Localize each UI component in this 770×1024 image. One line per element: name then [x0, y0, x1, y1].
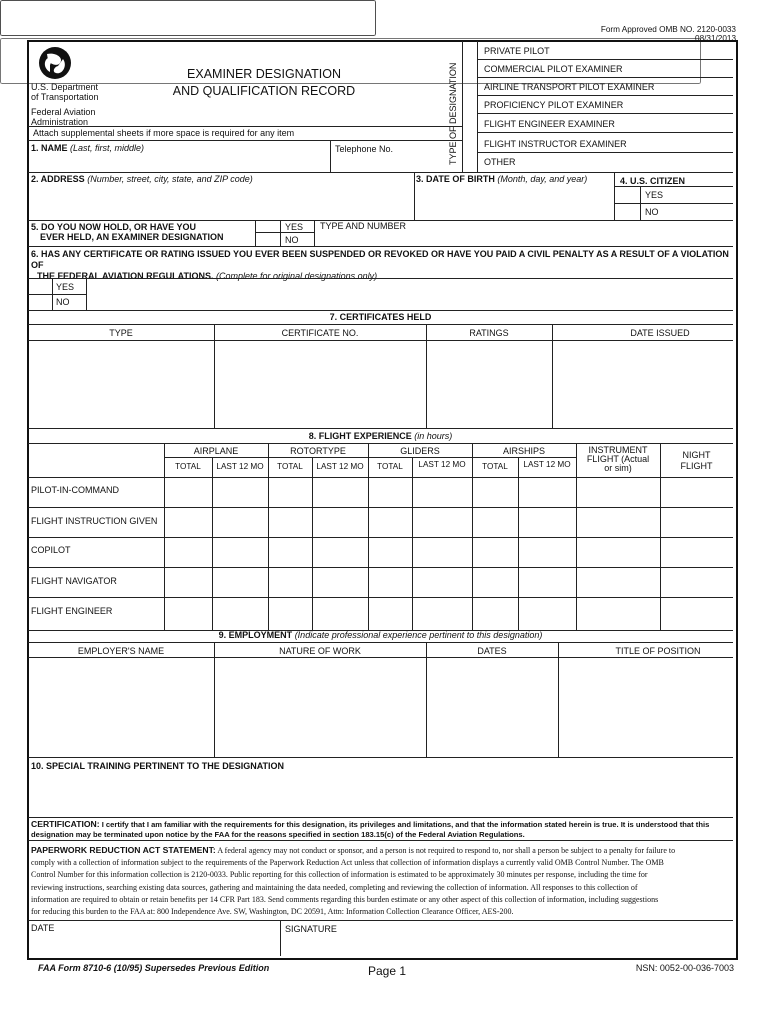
cert-col-number: CERTIFICATE NO. — [281, 328, 359, 338]
employment-title-text: 9. EMPLOYMENT — [218, 630, 293, 640]
dot-logo-icon — [38, 46, 72, 80]
position-cell[interactable] — [560, 659, 732, 755]
flight-experience-title — [28, 431, 733, 441]
agency-dept-line2: of Transportation — [31, 92, 99, 102]
address-label — [31, 174, 253, 184]
employment-title — [28, 630, 733, 640]
citizen-yes[interactable]: YES — [645, 190, 664, 200]
employment-col-title: TITLE OF POSITION — [615, 646, 701, 656]
gliders-total-header: TOTAL — [377, 462, 403, 471]
flight-experience-title-text: 8. FLIGHT EXPERIENCE — [308, 431, 412, 441]
designation-flight-engineer[interactable]: FLIGHT ENGINEER EXAMINER — [484, 119, 615, 129]
address-hint: (Number, street, city, state, and ZIP code) — [87, 174, 253, 184]
dob-hint: (Month, day, and year) — [497, 174, 588, 184]
designation-commercial-pilot[interactable]: COMMERCIAL PILOT EXAMINER — [484, 64, 623, 74]
examiner-held-line1: 5. DO YOU NOW HOLD, OR HAVE YOU — [31, 222, 197, 232]
agency-faa-line2: Administration — [31, 117, 89, 127]
footer-form-number: FAA Form 8710-6 (10/95) Supersedes Previous Edition — [38, 963, 270, 973]
row-flight-instruction: FLIGHT INSTRUCTION GIVEN — [31, 516, 158, 526]
employment-col-dates: DATES — [477, 646, 507, 656]
airships-last12-header: LAST 12 MO — [523, 460, 571, 469]
cert-col-date-issued: DATE ISSUED — [630, 328, 690, 338]
suspension-hint: (Complete for original designations only) — [216, 271, 378, 281]
name-label-text: 1. NAME — [31, 143, 68, 153]
designation-airline-transport[interactable]: AIRLINE TRANSPORT PILOT EXAMINER — [484, 82, 655, 92]
night-line2: FLIGHT — [680, 461, 713, 471]
dob-input[interactable] — [418, 190, 608, 204]
suspension-line1: 6. HAS ANY CERTIFICATE OR RATING ISSUED YOU EVER BEEN SUSPENDED OR REVOKED OR HAVE YOU PAID A CIVIL PENALTY AS A RESULT OF A VIOLATION OF — [31, 249, 729, 270]
designation-vertical-label: TYPE OF DESIGNATION — [448, 62, 458, 165]
airplane-total-header: TOTAL — [175, 462, 201, 471]
instrument-header — [576, 446, 660, 473]
address-label-text: 2. ADDRESS — [31, 174, 85, 184]
citizen-no[interactable]: NO — [645, 207, 659, 217]
group-gliders: GLIDERS — [400, 446, 440, 456]
examiner-held-yes[interactable]: YES — [285, 222, 304, 232]
dates-cell[interactable] — [428, 659, 556, 755]
citizen-label: 4. U.S. CITIZEN — [620, 176, 686, 186]
row-pilot-in-command: PILOT-IN-COMMAND — [31, 485, 120, 495]
cert-date-cell[interactable] — [554, 342, 732, 426]
paperwork-line1: A federal agency may not conduct or sponsor, and a person is not required to respond to, nor shall a person be subject to a penalty for failure to — [215, 846, 676, 855]
type-and-number-label: TYPE AND NUMBER — [320, 221, 407, 231]
rotortype-last12-header: LAST 12 MO — [316, 462, 364, 471]
paperwork-line2: comply with a collection of information subject to the requirements of the Paperwork Reduction Act unless that collection of information displays a currently valid OMB Control Number. The OMB — [31, 858, 664, 868]
form-title-line2: AND QUALIFICATION RECORD — [172, 84, 356, 98]
designation-other[interactable]: OTHER — [484, 157, 516, 167]
designation-proficiency-pilot[interactable]: PROFICIENCY PILOT EXAMINER — [484, 100, 624, 110]
address-input[interactable] — [0, 0, 376, 36]
paperwork-line4: reviewing instructions, searching existing data sources, gathering and maintaining the data needed, completing and reviewing the collection of information. All responses to this collection of — [31, 882, 638, 892]
agency-dept-line1: U.S. Department — [31, 82, 99, 92]
certification-line1: I certify that I am familiar with the requirements for this designation, its privileges and limitations, and that the information stated herein is true. It is understood that this — [99, 820, 710, 829]
designation-private-pilot[interactable]: PRIVATE PILOT — [484, 46, 550, 56]
gliders-last12-header: LAST 12 MO — [418, 460, 466, 469]
omb-expiration-date: 08/31/2013 — [695, 34, 736, 43]
form-title — [150, 66, 378, 100]
cert-ratings-cell[interactable] — [428, 342, 550, 426]
name-label — [31, 143, 144, 153]
certification-label: CERTIFICATION: — [31, 819, 100, 829]
airplane-last12-header: LAST 12 MO — [216, 462, 264, 471]
row-flight-engineer: FLIGHT ENGINEER — [31, 606, 113, 616]
group-airships: AIRSHIPS — [502, 446, 545, 456]
type-and-number-input[interactable] — [320, 232, 720, 244]
signature-label: SIGNATURE — [285, 924, 337, 934]
telephone-label: Telephone No. — [335, 144, 394, 154]
paperwork-statement — [31, 844, 733, 918]
instrument-line1: INSTRUMENT — [588, 445, 648, 455]
name-hint: (Last, first, middle) — [70, 143, 145, 153]
group-rotortype: ROTORTYPE — [290, 446, 346, 456]
examiner-held-no[interactable]: NO — [285, 235, 299, 245]
dob-label-text: 3. DATE OF BIRTH — [416, 174, 495, 184]
flight-experience-hint: (in hours) — [414, 431, 453, 441]
group-airplane: AIRPLANE — [193, 446, 239, 456]
cert-type-cell[interactable] — [30, 342, 212, 426]
designation-flight-instructor[interactable]: FLIGHT INSTRUCTOR EXAMINER — [484, 139, 627, 149]
paperwork-line3: Control Number for this information collection is 2120-0033. Public reporting for this collection of information is estimated to be approximately 30 minutes per response, including the time for — [31, 870, 648, 880]
row-copilot: COPILOT — [31, 545, 71, 555]
name-input[interactable] — [33, 156, 323, 170]
paperwork-line6: for reducing this burden to the FAA at: 800 Independence Ave. SW, Washington, DC 20591, Attn: Information Collection Clearance Officer, AES-200. — [31, 907, 514, 917]
certificates-held-title: 7. CERTIFICATES HELD — [329, 312, 432, 322]
paperwork-label: PAPERWORK REDUCTION ACT STATEMENT: — [31, 845, 216, 855]
paperwork-line5: information are required to obtain or retain benefits per 14 CFR Part 183. Send comments regarding this burden estimate or any other aspect of this collection of information, including suggestions — [31, 894, 659, 904]
cert-col-ratings: RATINGS — [469, 328, 509, 338]
footer-nsn: NSN: 0052-00-036-7003 — [635, 963, 734, 973]
instrument-line3: or sim) — [604, 463, 632, 473]
form-title-line1: EXAMINER DESIGNATION — [187, 67, 341, 81]
suspension-no[interactable]: NO — [56, 297, 70, 307]
special-training-label: 10. SPECIAL TRAINING PERTINENT TO THE DESIGNATION — [31, 761, 285, 771]
employment-col-employer: EMPLOYER'S NAME — [77, 646, 165, 656]
row-flight-navigator: FLIGHT NAVIGATOR — [31, 576, 117, 586]
nature-cell[interactable] — [216, 659, 424, 755]
certification-statement — [31, 819, 731, 840]
employment-hint: (Indicate professional experience pertinent to this designation) — [294, 630, 543, 640]
suspension-line2: THE FEDERAL AVIATION REGULATIONS. — [37, 271, 214, 281]
employer-cell[interactable] — [30, 659, 212, 755]
date-label: DATE — [31, 923, 55, 933]
cert-col-type: TYPE — [109, 328, 133, 338]
night-header — [660, 450, 733, 472]
date-input[interactable] — [33, 936, 273, 952]
certification-line2: designation may be terminated upon notice by the FAA for the reasons specified in section 183.15(c) of the Federal Aviation Regulations. — [31, 830, 525, 839]
examiner-held-question — [31, 222, 224, 242]
airships-total-header: TOTAL — [482, 462, 508, 471]
agency-block — [31, 82, 99, 127]
attach-note: Attach supplemental sheets if more space is required for any item — [33, 128, 295, 138]
employment-col-nature: NATURE OF WORK — [279, 646, 361, 656]
agency-faa-line1: Federal Aviation — [31, 107, 96, 117]
cert-number-cell[interactable] — [216, 342, 424, 426]
dob-label — [416, 174, 587, 184]
telephone-input[interactable] — [335, 156, 455, 170]
instrument-line2: FLIGHT (Actual — [586, 454, 650, 464]
footer-page-number: Page 1 — [368, 964, 407, 978]
suspension-yes[interactable]: YES — [56, 282, 75, 292]
rotortype-total-header: TOTAL — [277, 462, 303, 471]
signature-field[interactable] — [285, 936, 730, 954]
night-line1: NIGHT — [682, 450, 711, 460]
omb-number-line: Form Approved OMB NO. 2120-0033 — [600, 25, 736, 34]
examiner-held-line2: EVER HELD, AN EXAMINER DESIGNATION — [40, 232, 224, 242]
